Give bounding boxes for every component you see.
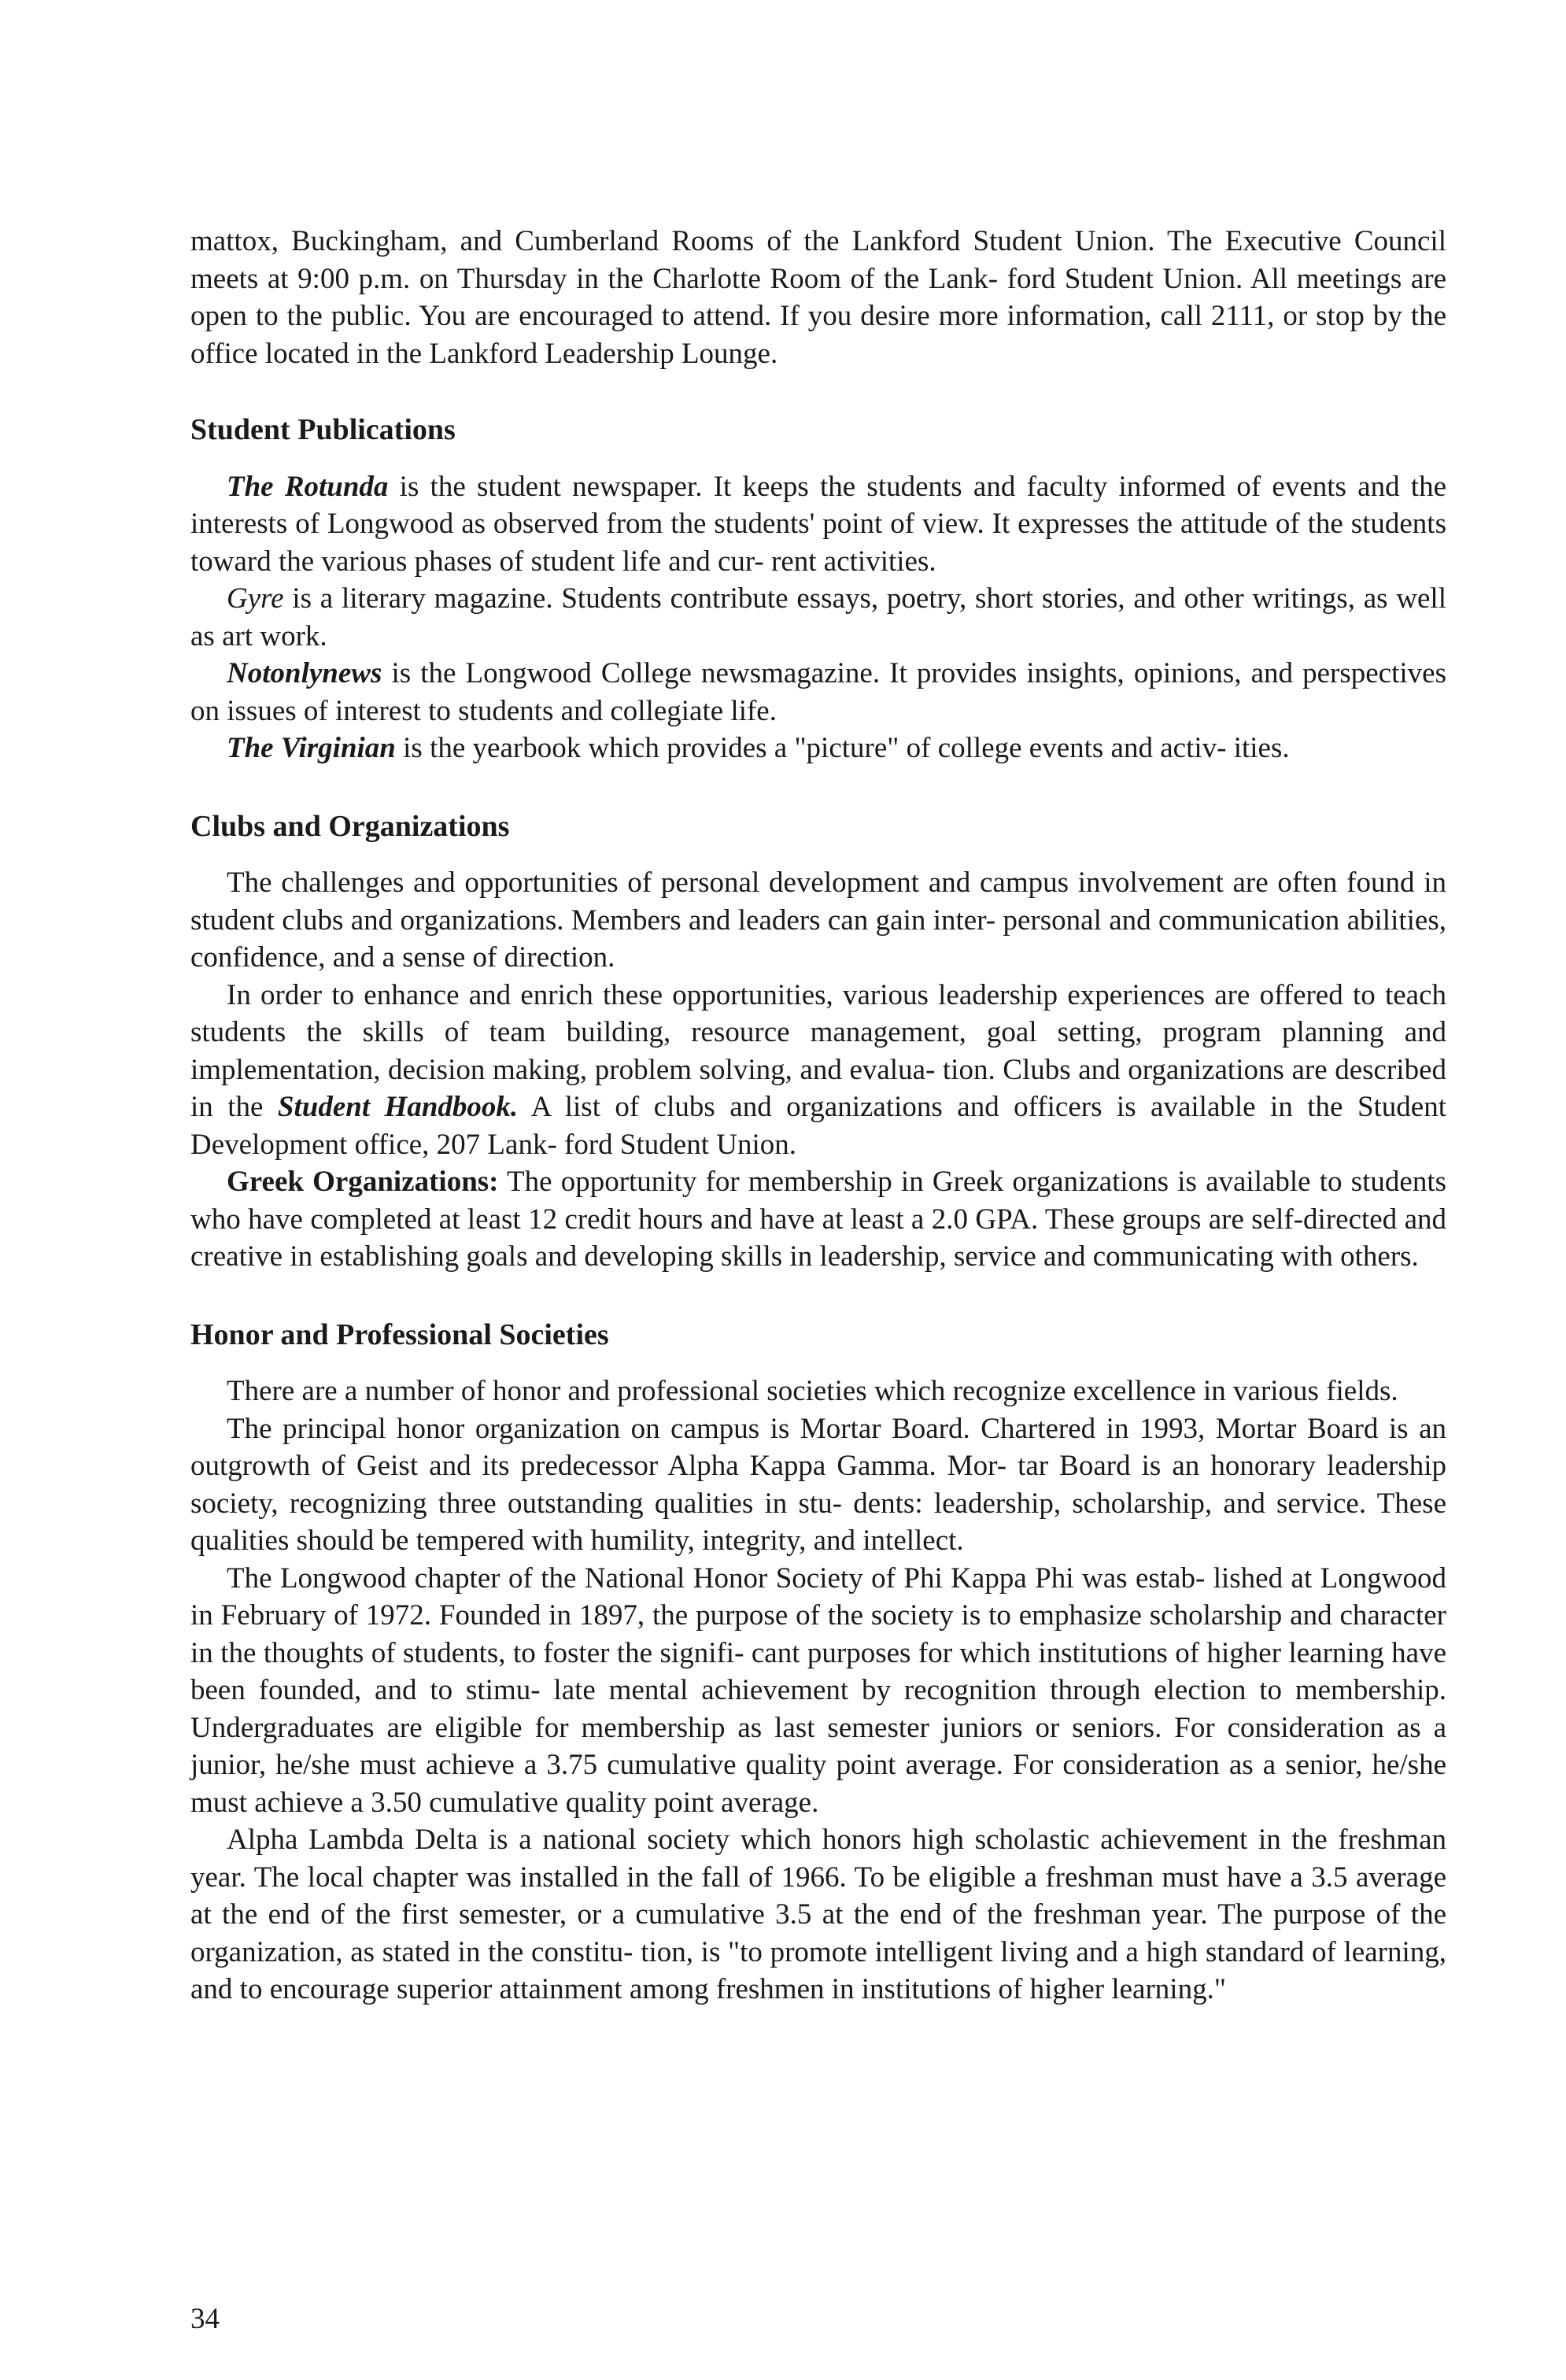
- text-notonlynews: is the Longwood College newsmagazine. It provides insights, opinions, and perspectives on issues of interest to students and collegiate life.: [190, 657, 1446, 727]
- paragraph-gyre: [190, 580, 1446, 655]
- text-virginian: is the yearbook which provides a "picture" of college events and activ- ities.: [395, 732, 1290, 764]
- paragraph-greek: [190, 1163, 1446, 1276]
- heading-student-publications: Student Publications: [190, 413, 456, 446]
- title-gyre: Gyre: [227, 582, 284, 615]
- paragraph-honor-1: There are a number of honor and professional societies which recognize excellence in various fields.: [227, 1375, 1398, 1407]
- page-number: 34: [190, 2303, 220, 2335]
- paragraph-clubs-2: [190, 977, 1446, 1164]
- paragraph-honor-3: The Longwood chapter of the National Honor Society of Phi Kappa Phi was estab- lished at Longwood in February of 1972. Founded in 1897, the purpose of the society is to emphasize scholarship and character in the thoughts of students, to foster the signifi- cant purposes for which institutions of higher learning have been founded, and to stimu- late mental achievement by recognition through election to membership. Undergraduates are eligible for membership as last semester juniors or seniors. For consideration as a junior, he/she must achieve a 3.75 cumulative quality point average. For consideration as a senior, he/she must achieve a 3.50 cumulative quality point average.: [190, 1561, 1446, 1819]
- title-student-handbook: Student Handbook.: [277, 1091, 519, 1123]
- text-clubs-2b: A list of clubs and organizations and officers is available in the Student Development office, 207 Lank- ford Student Union.: [190, 1091, 1446, 1161]
- section-clubs-organizations: [190, 808, 1446, 1276]
- text-rotunda: is the student newspaper. It keeps the students and faculty informed of events and the interests of Longwood as observed from the students' point of view. It expresses the attitude of the students toward the various phases of student life and cur- rent activities.: [190, 470, 1446, 578]
- paragraph-rotunda: [190, 468, 1446, 581]
- section-student-publications: [190, 412, 1446, 767]
- label-greek-organizations: Greek Organizations:: [227, 1166, 499, 1198]
- section-honor-societies: [190, 1317, 1446, 2009]
- text-greek: The opportunity for membership in Greek organizations is available to students who have completed at least 12 credit hours and have at least a 2.0 GPA. These groups are self-directed and creative in establishing goals and developing skills in leadership, service and communicating with others.: [190, 1166, 1447, 1273]
- page-body: [190, 223, 1446, 2009]
- heading-honor-societies: Honor and Professional Societies: [190, 1318, 609, 1351]
- intro-paragraph: mattox, Buckingham, and Cumberland Rooms of the Lankford Student Union. The Executive Council meets at 9:00 p.m. on Thursday in the Charlotte Room of the Lank- ford Student Union. All meetings are open to the public. You are encouraged to attend. If you desire more information, call 2111, or stop by the office located in the Lankford Leadership Lounge.: [190, 225, 1446, 370]
- text-gyre: is a literary magazine. Students contribute essays, poetry, short stories, and other writings, as well as art work.: [190, 582, 1446, 652]
- text-clubs-2a: In order to enhance and enrich these opportunities, various leadership experiences are offered to teach students the skills of team building, resource management, goal setting, program planning and implementation, decision making, problem solving, and evalua- tion. Clubs and organizations are described in the: [190, 978, 1446, 1123]
- title-virginian: The Virginian: [227, 732, 396, 764]
- title-notonlynews: Notonlynews: [227, 657, 382, 689]
- heading-clubs-organizations: Clubs and Organizations: [190, 809, 510, 843]
- title-rotunda: The Rotunda: [227, 470, 389, 503]
- paragraph-honor-4: Alpha Lambda Delta is a national society which honors high scholastic achievement in the freshman year. The local chapter was installed in the fall of 1966. To be eligible a freshman must have a 3.5 average at the end of the first semester, or a cumulative 3.5 at the end of the freshman year. The purpose of the organization, as stated in the constitu- tion, is "to promote intelligent living and a high standard of learning, and to encourage superior attainment among freshmen in institutions of higher learning.": [190, 1824, 1446, 2005]
- paragraph-notonlynews: [190, 655, 1446, 730]
- paragraph-honor-2: The principal honor organization on campus is Mortar Board. Chartered in 1993, Mortar Board is an outgrowth of Geist and its predecessor Alpha Kappa Gamma. Mor- tar Board is an honorary leadership society, recognizing three outstanding qualities in stu- dents: leadership, scholarship, and service. These qualities should be tempered with humility, integrity, and intellect.: [190, 1412, 1446, 1557]
- paragraph-clubs-1: The challenges and opportunities of personal development and campus involvement are often found in student clubs and organizations. Members and leaders can gain inter- personal and communication abilities, confidence, and a sense of direction.: [190, 867, 1446, 974]
- paragraph-virginian: [190, 730, 1446, 767]
